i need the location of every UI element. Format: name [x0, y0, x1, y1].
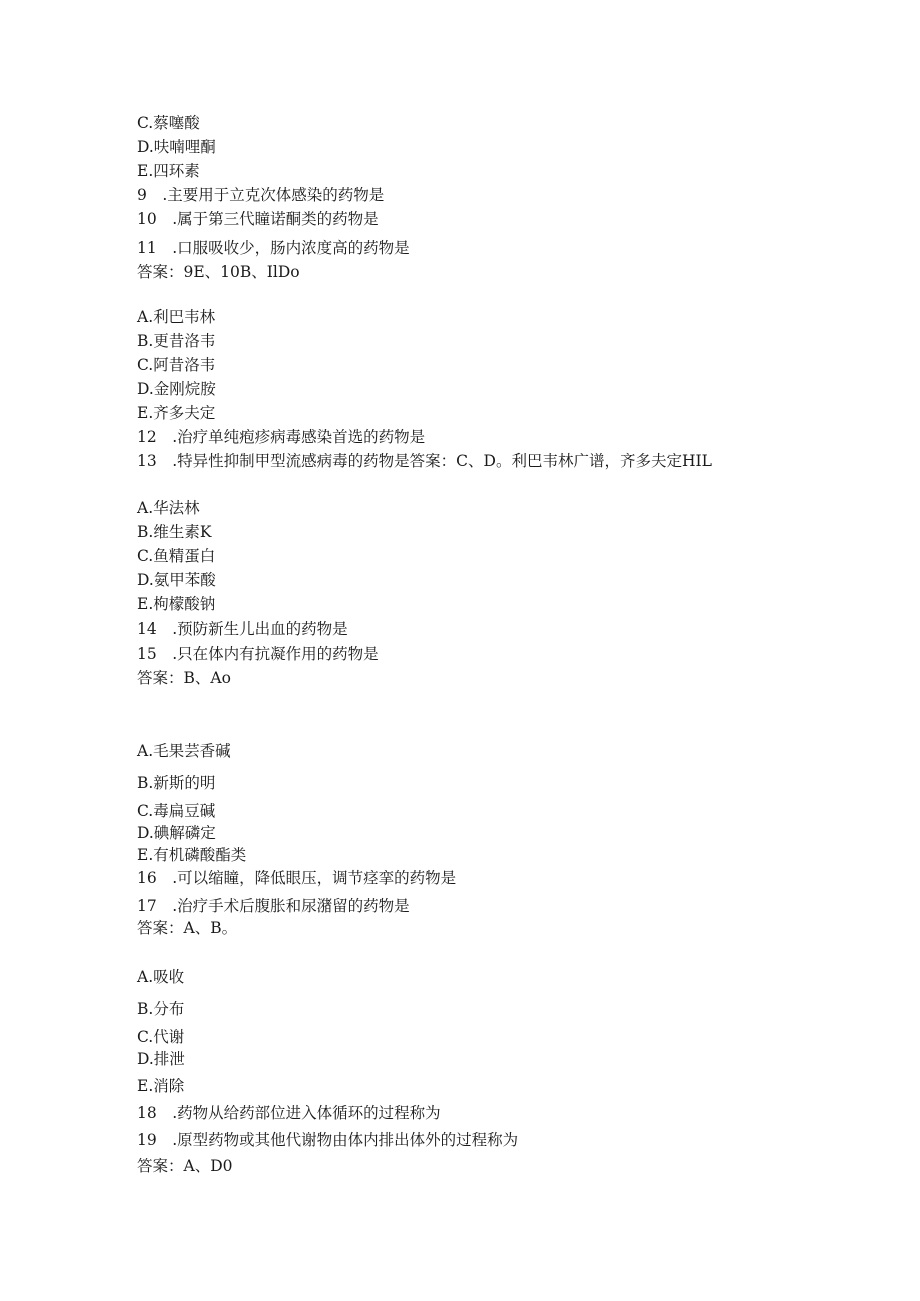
- option-d: D.排泄: [137, 1050, 185, 1068]
- question-19: 19 .原型药物或其他代谢物由体内排出体外的过程称为: [137, 1131, 519, 1149]
- option-d: D.金刚烷胺: [137, 380, 216, 398]
- option-d: D.碘解磷定: [137, 824, 216, 842]
- option-c: C.代谢: [137, 1028, 185, 1046]
- option-c: C.蔡噻酸: [137, 114, 200, 132]
- question-16: 16 .可以缩瞳，降低眼压，调节痉挛的药物是: [137, 869, 457, 887]
- question-17: 17 .治疗手术后腹胀和尿潴留的药物是: [137, 897, 410, 915]
- question-15: 15 .只在体内有抗凝作用的药物是: [137, 645, 379, 663]
- question-14: 14 .预防新生儿出血的药物是: [137, 620, 348, 638]
- option-e: E.枸檬酸钠: [137, 595, 216, 613]
- option-c: C.阿昔洛韦: [137, 356, 216, 374]
- option-c: C.鱼精蛋白: [137, 547, 216, 565]
- option-b: B.维生素K: [137, 523, 212, 541]
- answer-line: 答案：B、Ao: [137, 669, 231, 687]
- option-e: E.有机磷酸酯类: [137, 846, 247, 864]
- question-12: 12 .治疗单纯疱疹病毒感染首选的药物是: [137, 428, 426, 446]
- option-a: A.利巴韦林: [137, 308, 216, 326]
- option-b: B.更昔洛韦: [137, 332, 216, 350]
- option-e: E.消除: [137, 1077, 185, 1095]
- question-11: 11 .口服吸收少，肠内浓度高的药物是: [137, 239, 410, 257]
- option-b: B.分布: [137, 1000, 185, 1018]
- answer-line: 答案：A、D0: [137, 1157, 233, 1175]
- question-10: 10 .属于第三代瞳诺酮类的药物是: [137, 210, 379, 228]
- option-a: A.毛果芸香碱: [137, 742, 231, 760]
- option-d: D.呋喃哩酮: [137, 138, 216, 156]
- answer-line: 答案：A、B。: [137, 919, 238, 937]
- answer-line: 答案：9E、10B、IlDo: [137, 263, 300, 281]
- option-a: A.吸收: [137, 968, 185, 986]
- option-d: D.氨甲苯酸: [137, 571, 216, 589]
- option-e: E.齐多夫定: [137, 404, 216, 422]
- question-18: 18 .药物从给药部位进入体循环的过程称为: [137, 1104, 441, 1122]
- option-c: C.毒扁豆碱: [137, 802, 216, 820]
- question-9: 9 .主要用于立克次体感染的药物是: [137, 186, 385, 204]
- option-e: E.四环素: [137, 162, 200, 180]
- option-a: A.华法林: [137, 499, 200, 517]
- question-13: 13 .特异性抑制甲型流感病毒的药物是答案：C、D。利巴韦林广谱，齐多夫定HIL: [137, 452, 712, 470]
- option-b: B.新斯的明: [137, 774, 216, 792]
